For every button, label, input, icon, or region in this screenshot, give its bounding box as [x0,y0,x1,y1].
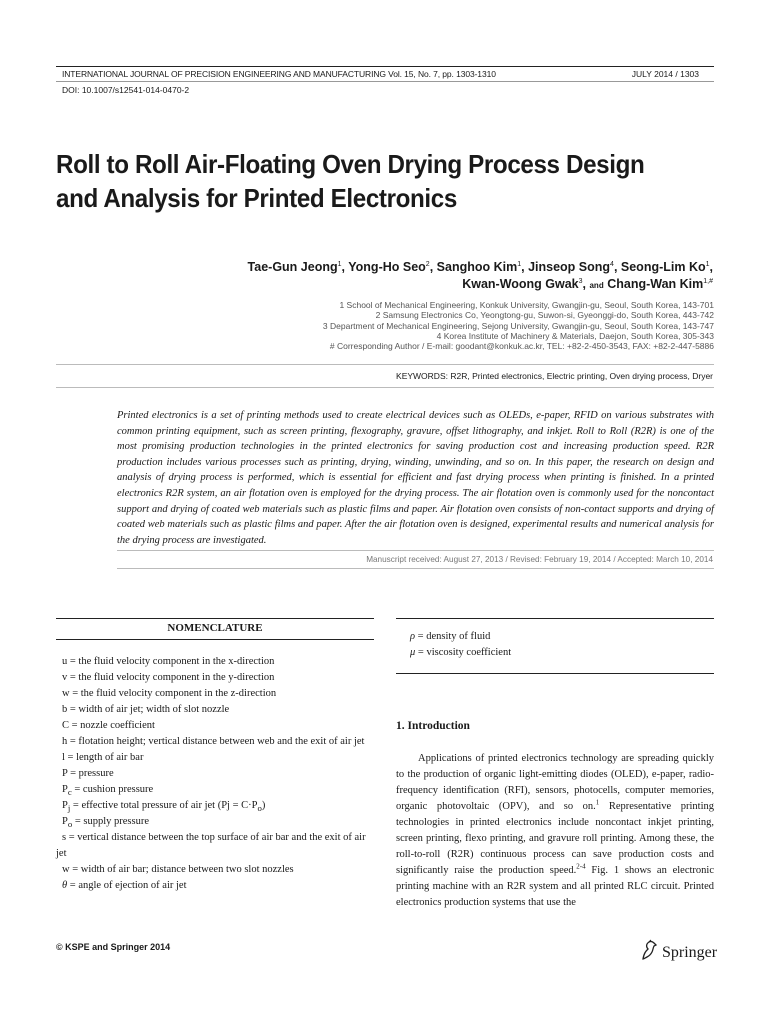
subscript: j [67,803,71,814]
right-column-nomenclature-end-rule [396,673,714,674]
nomenclature-item [62,702,374,718]
introduction-body [396,751,714,911]
symbol: C [62,720,70,731]
paragraph [396,751,714,911]
keywords-rule-bottom [56,387,714,388]
nomenclature-item [62,686,374,702]
corresponding-author: # Corresponding Author / E-mail: goodant@konkuk.ac.kr, TEL: +82-2-450-3543, FAX: +82-2-447-5886 [329,341,714,352]
nomenclature-item [62,782,374,798]
symbol: l [62,752,65,763]
header-rule [56,66,714,67]
symbol: θ [62,880,68,891]
subscript: o [257,803,262,814]
nomenclature-title: NOMENCLATURE [167,622,263,634]
definition: = the fluid velocity component in the x-direction [67,656,275,667]
springer-horse-icon [640,939,658,966]
affiliation-line: 2 Samsung Electronics Co, Yeongtong-gu, Suwon-si, Gyeonggi-do, South Korea, 443-742 [375,310,714,321]
citation[interactable]: 2-4 [576,862,586,871]
author-name: Chang-Wan Kim [607,277,704,291]
nomenclature-item [62,814,374,830]
author-name: Kwan-Woong Gwak [462,277,579,291]
definition: = angle of ejection of air jet [67,880,187,891]
nomenclature-title-rule [56,639,374,640]
symbol: s [62,832,67,843]
symbol: P [62,768,68,779]
symbol: u [62,656,68,667]
nomenclature-item [62,750,374,766]
symbol: P [62,816,68,827]
keywords-rule [56,364,714,365]
definition: = the fluid velocity component in the y-direction [67,672,275,683]
symbol: P [62,800,68,811]
definition: = viscosity coefficient [415,647,512,658]
affiliation-mark: 2 [425,260,430,268]
symbol: h [62,736,68,747]
journal-name: INTERNATIONAL JOURNAL OF PRECISION ENGINEERING AND MANUFACTURING Vol. 15, No. 7, pp. 1303-1310 [62,69,496,79]
abstract-rule-bottom [117,568,714,569]
abstract-rule [117,550,714,551]
affiliation-line: 4 Korea Institute of Machinery & Materials, Daejon, South Korea, 305-343 [436,330,714,341]
affiliation-mark: 1,# [703,277,713,285]
title-line: and Analysis for Printed Electronics [56,183,457,213]
author-name: Tae-Gun Jeong [247,260,338,274]
nomenclature-item [56,830,374,862]
section-heading: 1. Introduction [396,720,470,732]
affiliation-mark: 4 [610,260,614,268]
affiliation-mark: 1 [337,260,342,268]
copyright: © KSPE and Springer 2014 [56,942,171,952]
abstract: Printed electronics is a set of printing methods used to create electrical devices such as OLEDs, e-paper, RFID on various substrates with common printing equipment, such as screen printing, flexography, gravure, offset lithography, and inkjet. Roll to Roll (R2R) is one of the most promising production technologies in the printed electronics for saving production cost and increasing production speed. R2R production includes various processes such as printing, drying, winding, unwinding, and so on. In this paper, the research on design and analysis of drying process is performed, which is essential for efficient and fast drying process when printing is finished. In a printed electronics R2R system, an air flotation oven is employed for the drying process. The air flotation oven is commonly used for the noncontact support and drying of coated web materials such as plastic films and paper. Air flotation oven consists of non-contact supports and drying of coated web materials such as plastic films and paper. After the air flotation oven is designed, experimental results and numerical analysis for the drying process are investigated. [117,410,714,546]
definition: = width of air bar; distance between two slot nozzles [69,864,294,875]
page-info: JULY 2014 / 1303 [631,69,699,79]
keywords: KEYWORDS: R2R, Printed electronics, Electric printing, Oven drying process, Dryer [396,371,713,381]
definition: = nozzle coefficient [69,720,155,731]
definition: = cushion pressure [71,784,154,795]
citation[interactable]: 1 [595,798,600,807]
paragraph-text: Applications of printed electronics technology are spreading quickly to the production of organic light-emitting diodes (OLED), e-paper, radio-frequency identification (RFI), sensors, photocells, computer memories, organic photovoltaic (OPV), and so on. [396,753,714,812]
definition-tail: ) [261,800,266,811]
author-name: Jinseop Song [528,260,611,274]
nomenclature-item [56,734,374,750]
definition: = width of air jet; width of slot nozzle [67,704,230,715]
nomenclature-item [62,862,374,878]
author-line-2: Kwan-Woong Gwak$^3$, and Chang-Wan Kim$^{1,\#}$ [462,277,713,291]
nomenclature-item [62,654,374,670]
definition: = the fluid velocity component in the z-direction [69,688,277,699]
and-word: and [589,281,604,290]
nomenclature-item [62,878,374,894]
subscript: o [67,819,73,830]
affiliation-line: 3 Department of Mechanical Engineering, Sejong University, Gwangjin-gu, Seoul, South Korea, 143-747 [322,320,714,331]
symbol: w [62,864,70,875]
manuscript-dates: Manuscript received: August 27, 2013 / Revised: February 19, 2014 / Accepted: March 10, 2014 [366,555,713,564]
author-name: Seong-Lim Ko [620,260,706,274]
affiliation-mark: 3 [578,277,583,285]
symbol: w [62,688,70,699]
nomenclature-list [56,654,374,894]
author-line-1: Tae-Gun Jeong$^1$, Yong-Ho Seo$^2$, Sanghoo Kim$^1$, Jinseop Song$^4$, Seong-Lim Ko$^1$, [247,260,713,274]
nomenclature-item [62,670,374,686]
author-list [153,259,713,294]
author-name: Sanghoo Kim [436,260,518,274]
publisher-name: Springer [662,943,718,961]
affiliation-mark: 1 [517,260,522,268]
definition: = length of air bar [64,752,144,763]
nomenclature-item [62,766,374,782]
subscript: c [67,787,72,798]
paper-title [56,147,688,215]
definition: = effective total pressure of air jet (Pj = C·P [70,800,258,811]
symbol: P [62,784,68,795]
title-line: Roll to Roll Air-Floating Oven Drying Process Design [56,149,645,179]
paragraph-text: Representative printing technologies in printed electronics include noncontact inkjet printing, screen printing, flexo printing, and gravure roll printing. Among these, the roll-to-roll (R2R) continuous process can save production costs and significantly raise the production speed. [396,801,714,876]
nomenclature-item [410,645,720,661]
symbol: b [62,704,68,715]
publisher-logo [640,939,717,966]
symbol: v [62,672,68,683]
author-name: Yong-Ho Seo [348,260,426,274]
header-rule-lower [56,81,714,82]
definition: = density of fluid [415,631,491,642]
affiliations [154,300,714,351]
symbol: ρ [410,631,416,642]
affiliation-mark: 1 [705,260,710,268]
right-column-top-rule [396,618,714,619]
nomenclature-item [410,629,720,645]
doi-link[interactable]: DOI: 10.1007/s12541-014-0470-2 [62,85,190,95]
definition: = flotation height; vertical distance between web and the exit of air jet [67,736,365,747]
definition: = pressure [67,768,114,779]
definition: = vertical distance between the top surface of air bar and the exit of air jet [56,832,366,859]
paragraph-text: Fig. 1 shows an electronic printing machine with an R2R system and all printed RLC circuit. Printed electronics production systems that use the [396,865,714,908]
nomenclature-list-continued [410,629,720,661]
symbol: μ [410,647,416,658]
nomenclature-item [62,718,374,734]
nomenclature-item [62,798,374,814]
definition: = supply pressure [72,816,150,827]
nomenclature-top-rule [56,618,374,619]
affiliation-line: 1 School of Mechanical Engineering, Konkuk University, Gwangjin-gu, Seoul, South Korea, 143-701 [339,300,714,310]
